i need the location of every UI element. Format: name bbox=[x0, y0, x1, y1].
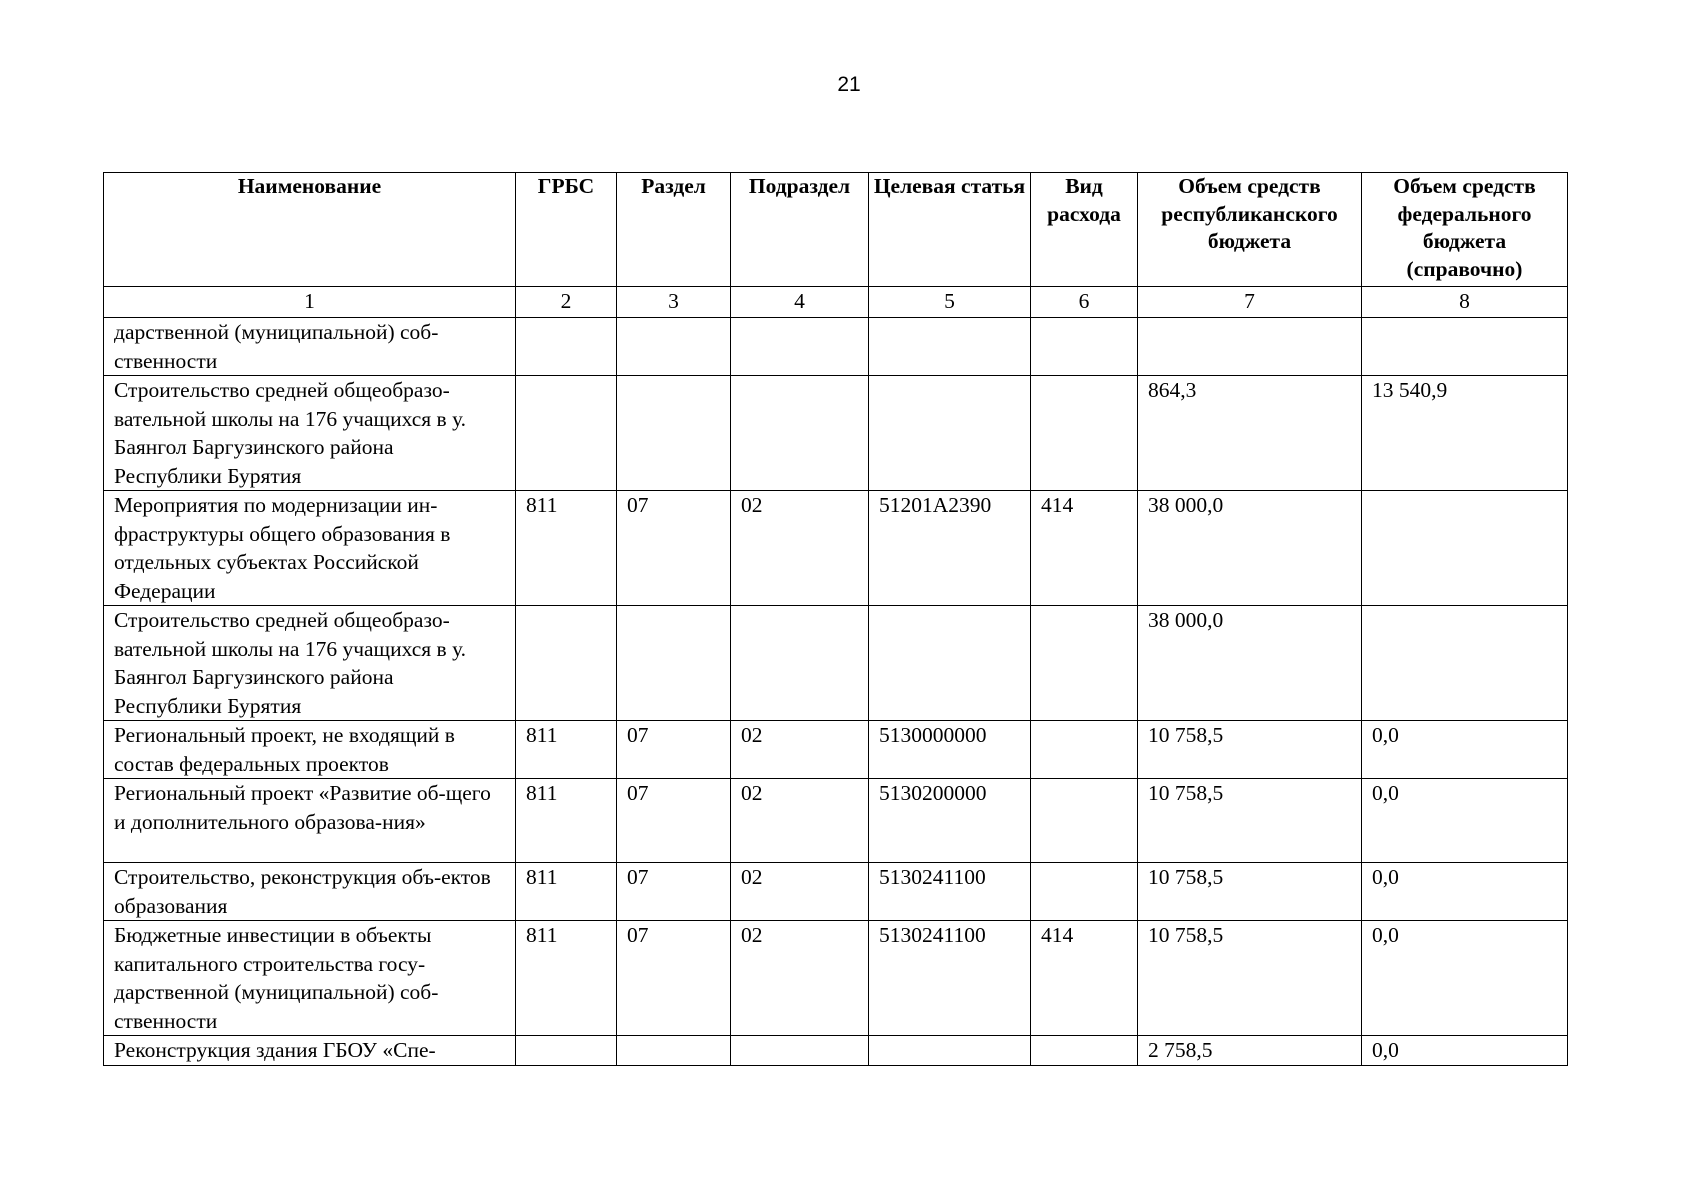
cell-rep: 38 000,0 bbox=[1138, 606, 1362, 721]
cell-celevaya: 51201A2390 bbox=[869, 491, 1031, 606]
cell-razdel: 07 bbox=[617, 491, 731, 606]
cell-celevaya: 5130241100 bbox=[869, 921, 1031, 1036]
table-row bbox=[104, 1036, 1568, 1066]
cell-fed: 0,0 bbox=[1362, 921, 1568, 1036]
cell-rep: 10 758,5 bbox=[1138, 779, 1362, 863]
cell-vid: 414 bbox=[1031, 921, 1138, 1036]
cell-grbs bbox=[516, 376, 617, 491]
cell-podrazdel bbox=[731, 376, 869, 491]
cell-name: Мероприятия по модернизации ин-фраструктуры общего образования в отдельных субъектах Российской Федерации bbox=[104, 491, 516, 606]
table-row bbox=[104, 318, 1568, 376]
column-number: 5 bbox=[869, 287, 1031, 318]
cell-fed: 13 540,9 bbox=[1362, 376, 1568, 491]
cell-vid bbox=[1031, 606, 1138, 721]
cell-podrazdel bbox=[731, 606, 869, 721]
table-row bbox=[104, 721, 1568, 779]
column-number: 4 bbox=[731, 287, 869, 318]
cell-grbs: 811 bbox=[516, 921, 617, 1036]
cell-vid bbox=[1031, 863, 1138, 921]
cell-name: Строительство средней общеобразо-вательной школы на 176 учащихся в у. Баянгол Баргузинского района Республики Бурятия bbox=[104, 376, 516, 491]
cell-fed bbox=[1362, 491, 1568, 606]
cell-vid bbox=[1031, 318, 1138, 376]
cell-name: дарственной (муниципальной) соб-ственности bbox=[104, 318, 516, 376]
cell-vid: 414 bbox=[1031, 491, 1138, 606]
column-number: 6 bbox=[1031, 287, 1138, 318]
cell-razdel: 07 bbox=[617, 721, 731, 779]
cell-rep: 10 758,5 bbox=[1138, 721, 1362, 779]
header-federalniy-budget: Объем средств федерального бюджета (справочно) bbox=[1362, 173, 1568, 287]
cell-fed: 0,0 bbox=[1362, 1036, 1568, 1066]
cell-name: Региональный проект «Развитие об-щего и дополнительного образова-ния» bbox=[104, 779, 516, 863]
cell-razdel: 07 bbox=[617, 863, 731, 921]
header-razdel: Раздел bbox=[617, 173, 731, 287]
cell-razdel bbox=[617, 606, 731, 721]
cell-celevaya: 5130200000 bbox=[869, 779, 1031, 863]
column-number: 8 bbox=[1362, 287, 1568, 318]
cell-vid bbox=[1031, 721, 1138, 779]
cell-fed bbox=[1362, 606, 1568, 721]
cell-vid bbox=[1031, 376, 1138, 491]
cell-name: Региональный проект, не входящий в состав федеральных проектов bbox=[104, 721, 516, 779]
column-number: 7 bbox=[1138, 287, 1362, 318]
column-number: 2 bbox=[516, 287, 617, 318]
cell-rep: 2 758,5 bbox=[1138, 1036, 1362, 1066]
cell-razdel: 07 bbox=[617, 921, 731, 1036]
column-number: 3 bbox=[617, 287, 731, 318]
cell-razdel: 07 bbox=[617, 779, 731, 863]
cell-razdel bbox=[617, 376, 731, 491]
cell-razdel bbox=[617, 318, 731, 376]
table-row bbox=[104, 921, 1568, 1036]
table-row bbox=[104, 606, 1568, 721]
cell-rep: 864,3 bbox=[1138, 376, 1362, 491]
cell-grbs: 811 bbox=[516, 863, 617, 921]
cell-fed bbox=[1362, 318, 1568, 376]
cell-grbs: 811 bbox=[516, 779, 617, 863]
cell-podrazdel bbox=[731, 1036, 869, 1066]
column-number: 1 bbox=[104, 287, 516, 318]
table-row bbox=[104, 779, 1568, 863]
cell-celevaya: 5130241100 bbox=[869, 863, 1031, 921]
cell-fed: 0,0 bbox=[1362, 721, 1568, 779]
cell-grbs bbox=[516, 606, 617, 721]
page-number: 21 bbox=[837, 73, 861, 96]
cell-vid bbox=[1031, 1036, 1138, 1066]
column-number-row bbox=[104, 287, 1568, 318]
header-podrazdel: Подраздел bbox=[731, 173, 869, 287]
cell-celevaya: 5130000000 bbox=[869, 721, 1031, 779]
cell-vid bbox=[1031, 779, 1138, 863]
cell-podrazdel bbox=[731, 318, 869, 376]
table-row bbox=[104, 376, 1568, 491]
cell-podrazdel: 02 bbox=[731, 921, 869, 1036]
cell-grbs: 811 bbox=[516, 491, 617, 606]
header-respublikanskiy-budget: Объем средств республиканского бюджета bbox=[1138, 173, 1362, 287]
cell-celevaya bbox=[869, 376, 1031, 491]
cell-podrazdel: 02 bbox=[731, 491, 869, 606]
cell-celevaya bbox=[869, 606, 1031, 721]
cell-grbs: 811 bbox=[516, 721, 617, 779]
header-vid-rashoda: Вид расхода bbox=[1031, 173, 1138, 287]
cell-celevaya bbox=[869, 318, 1031, 376]
table-row bbox=[104, 491, 1568, 606]
cell-rep: 38 000,0 bbox=[1138, 491, 1362, 606]
header-celevaya-statya: Целевая статья bbox=[869, 173, 1031, 287]
header-row bbox=[104, 173, 1568, 287]
cell-rep bbox=[1138, 318, 1362, 376]
cell-name: Реконструкция здания ГБОУ «Спе- bbox=[104, 1036, 516, 1066]
header-grbs: ГРБС bbox=[516, 173, 617, 287]
header-name: Наименование bbox=[104, 173, 516, 287]
cell-name: Строительство средней общеобразо-вательной школы на 176 учащихся в у. Баянгол Баргузинского района Республики Бурятия bbox=[104, 606, 516, 721]
table-row bbox=[104, 863, 1568, 921]
cell-fed: 0,0 bbox=[1362, 779, 1568, 863]
cell-razdel bbox=[617, 1036, 731, 1066]
cell-celevaya bbox=[869, 1036, 1031, 1066]
cell-name: Бюджетные инвестиции в объекты капитального строительства госу-дарственной (муниципальной) соб-ственности bbox=[104, 921, 516, 1036]
cell-rep: 10 758,5 bbox=[1138, 863, 1362, 921]
cell-grbs bbox=[516, 318, 617, 376]
cell-podrazdel: 02 bbox=[731, 863, 869, 921]
cell-podrazdel: 02 bbox=[731, 779, 869, 863]
cell-name: Строительство, реконструкция объ-ектов образования bbox=[104, 863, 516, 921]
cell-rep: 10 758,5 bbox=[1138, 921, 1362, 1036]
cell-fed: 0,0 bbox=[1362, 863, 1568, 921]
cell-grbs bbox=[516, 1036, 617, 1066]
cell-podrazdel: 02 bbox=[731, 721, 869, 779]
budget-table bbox=[103, 172, 1568, 1066]
